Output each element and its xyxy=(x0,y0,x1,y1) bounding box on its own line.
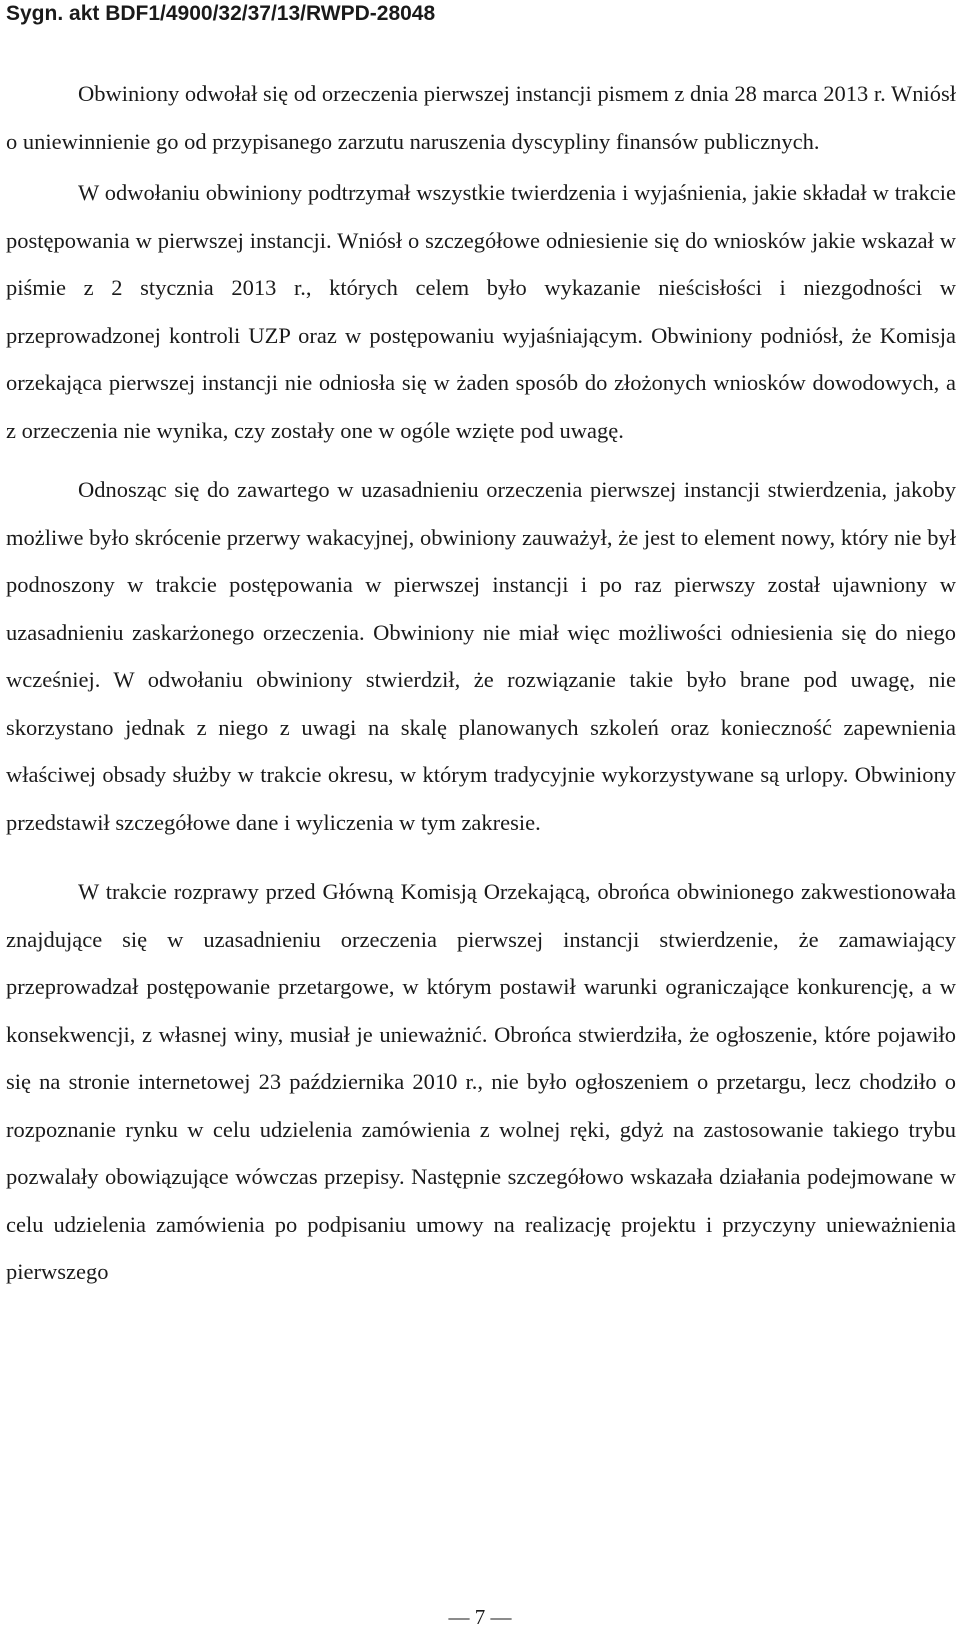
paragraph-vacation-break: Odnosząc się do zawartego w uzasadnieniu orzeczenia pierwszej instancji stwierdzenia, jakoby możliwe było skrócenie przerwy wakacyjnej, obwiniony zauważył, że jest to element nowy, który nie był podnoszony w trakcie postępowania w pierwszej instancji i po raz pierwszy został ujawniony w uzasadnieniu zaskarżonego orzeczenia. Obwiniony nie miał więc możliwości odniesienia się do niego wcześniej. W odwołaniu obwiniony stwierdził, że rozwiązanie takie było brane pod uwagę, nie skorzystano jednak z niego z uwagi na skalę planowanych szkoleń oraz konieczność zapewnienia właściwej obsady służby w trakcie okresu, w którym tradycyjnie wykorzystywane są urlopy. Obwiniony przedstawił szczegółowe dane i wyliczenia w tym zakresie. xyxy=(6,477,956,835)
paragraph-appeal: Obwiniony odwołał się od orzeczenia pierwszej instancji pismem z dnia 28 marca 2013 r. Wniósł o uniewinnienie go od przypisanego zarzutu naruszenia dyscypliny finansów publicznych. xyxy=(6,81,956,154)
paragraph-hearing: W trakcie rozprawy przed Główną Komisją Orzekającą, obrońca obwinionego zakwestionowała znajdujące się w uzasadnieniu orzeczenia pierwszej instancji stwierdzenie, że zamawiający przeprowadzał postępowanie przetargowe, w którym postawił warunki ograniczające konkurencję, a w konsekwencji, z własnej winy, musiał je unieważnić. Obrońca stwierdziła, że ogłoszenie, które pojawiło się na stronie internetowej 23 października 2010 r., nie było ogłoszeniem o przetargu, lecz chodziło o rozpoznanie rynku w celu udzielenia zamówienia z wolnej ręki, gdyż na zastosowanie takiego trybu pozwalały obowiązujące wówczas przepisy. Następnie szczegółowo wskazała działania podejmowane w celu udzielenia zamówienia po podpisaniu umowy na realizację projektu i przyczyny unieważnienia pierwszego xyxy=(6,879,956,1284)
paragraph-appeal-claims: W odwołaniu obwiniony podtrzymał wszystkie twierdzenia i wyjaśnienia, jakie składał w trakcie postępowania w pierwszej instancji. Wniósł o szczegółowe odniesienie się do wniosków jakie wskazał w piśmie z 2 stycznia 2013 r., których celem było wykazanie nieścisłości i niezgodności w przeprowadzonej kontroli UZP oraz w postępowaniu wyjaśniającym. Obwiniony podniósł, że Komisja orzekająca pierwszej instancji nie odniosła się w żaden sposób do złożonych wniosków dowodowych, a z orzeczenia nie wynika, czy zostały one w ogóle wzięte pod uwagę. xyxy=(6,180,956,443)
page-number: — 7 — xyxy=(448,1605,512,1629)
document-body xyxy=(6,70,956,1296)
case-reference: Sygn. akt BDF1/4900/32/37/13/RWPD-28048 xyxy=(6,2,436,25)
